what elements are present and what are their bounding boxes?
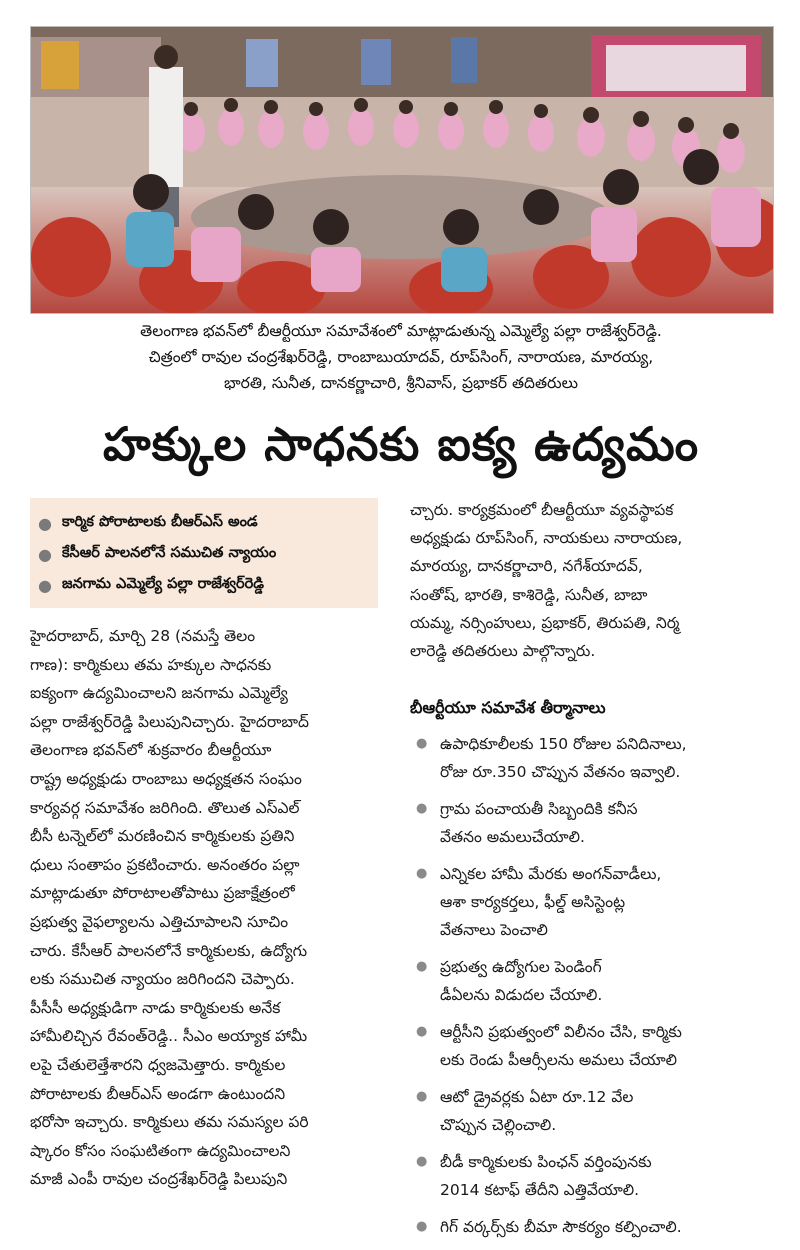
article-body-left (30, 622, 382, 1194)
body-line: యమ్మ, నర్సింహులు, ప్రభాకర్, తిరుపతి, నిర్మ (410, 613, 680, 632)
body-line: లపై చేతులెత్తేశారని ధ్వజమెత్తారు. కార్మికుల (30, 1055, 286, 1074)
bullet-icon: ● (416, 959, 428, 974)
body-line: అధ్యక్షుడు రూప్‌సింగ్, నాయకులు నారాయణ, (410, 529, 683, 548)
news-photo (30, 26, 774, 314)
resolution-line: చొప్పున చెల్లించాలి. (440, 1116, 557, 1134)
body-line: మారయ్య, దానకర్ణాచారి, నగేశ్‌యాదవ్, (410, 557, 643, 576)
caption-line: తెలంగాణ భవన్‌లో బీఆర్టీయూ సమావేశంలో మాట్లాడుతున్న ఎమ్మెల్యే పల్లా రాజేశ్వర్‌రెడ్డి. (140, 322, 662, 340)
photo-caption (30, 318, 772, 396)
resolution-line: లకు రెండు పీఆర్సీలను అమలు చేయాలి (440, 1051, 678, 1069)
body-line: పోరాటాలకు బీఆర్‌ఎస్ అండగా ఉంటుందని (30, 1084, 286, 1103)
resolution-line: వేతనం అమలుచేయాలి. (440, 828, 585, 846)
body-line: ప్రభుత్వ వైఫల్యాలను ఎత్తిచూపాలని సూచిం (30, 912, 289, 931)
resolution-item (416, 1083, 772, 1139)
bullet-icon: ● (416, 1024, 428, 1039)
article-body-right (410, 496, 772, 665)
resolution-line: గ్రామ పంచాయతీ సిబ్బందికి కనీస (440, 800, 638, 818)
body-line: బీసీ టన్నెల్‌లో మరణించిన కార్మికులకు ప్రతిని (30, 827, 295, 846)
body-line: మాట్లాడుతూ పోరాటాలతోపాటు ప్రజాక్షేత్రంలో (30, 884, 295, 903)
bullet-icon: ● (38, 545, 52, 564)
body-line: గాణ): కార్మికులు తమ హక్కుల సాధనకు (30, 655, 272, 674)
bullet-icon: ● (416, 1089, 428, 1104)
resolutions-list (416, 730, 772, 1250)
resolution-line: ఆర్టీసీని ప్రభుత్వంలో విలీనం చేసి, కార్మికు (440, 1023, 682, 1041)
highlight-item (38, 570, 368, 601)
body-line: చ్చారు. కార్యక్రమంలో బీఆర్టీయూ వ్యవస్థాపక (410, 501, 674, 519)
headline: హక్కుల సాధనకు ఐక్య ఉద్యమం (102, 417, 700, 471)
highlight-text: కేసీఆర్ పాలనలోనే సముచిత న్యాయం (61, 544, 277, 561)
bullet-icon: ● (416, 736, 428, 751)
highlight-text: జనగామ ఎమ్మెల్యే పల్లా రాజేశ్వర్‌రెడ్డి (61, 575, 264, 592)
resolution-line: ఆశా కార్యకర్తలు, ఫీల్డ్ అసిస్టెంట్ల (440, 893, 626, 911)
body-line: చారు. కేసీఆర్ పాలనలోనే కార్మికులకు, ఉద్యోగు (30, 941, 308, 960)
resolution-line: 2014 కటాఫ్ తేదీని ఎత్తివేయాలి. (440, 1181, 640, 1199)
resolution-item (416, 860, 772, 944)
resolution-line: ఉపాధికూలీలకు 150 రోజుల పనిదినాలు, (440, 735, 687, 753)
resolution-line: ఎన్నికల హామీ మేరకు అంగన్‌వాడీలు, (440, 865, 662, 883)
resolution-item (416, 1018, 772, 1074)
highlights-box (30, 498, 378, 608)
resolution-item (416, 730, 772, 786)
body-line: పీసీసీ అధ్యక్షుడిగా నాడు కార్మికులకు అనేక (30, 998, 281, 1017)
body-line: పల్లా రాజేశ్వర్‌రెడ్డి పిలుపునిచ్చారు. హైదరాబాద్ (30, 712, 309, 731)
body-line: భరోసా ఇచ్చారు. కార్మికులు తమ సమస్యల పరి (30, 1113, 309, 1132)
resolution-line: గిగ్ వర్కర్స్‌కు బీమా సౌకర్యం కల్పించాలి. (440, 1218, 682, 1236)
highlight-item (38, 508, 368, 539)
body-line: హామీలిచ్చిన రేవంత్‌రెడ్డి.. సీఎం అయ్యాక హామీ (30, 1027, 308, 1046)
resolution-line: వేతనాలు పెంచాలి (440, 921, 548, 939)
resolution-line: ప్రభుత్వ ఉద్యోగుల పెండింగ్ (440, 958, 602, 976)
body-line: హైదరాబాద్, మార్చి 28 (నమస్తే తెలం (30, 627, 256, 645)
bullet-icon: ● (38, 576, 52, 595)
resolution-item (416, 795, 772, 851)
body-line: ఐక్యంగా ఉద్యమించాలని జనగామ ఎమ్మెల్యే (30, 684, 288, 703)
body-line: సంతోష్, భారతి, కాశిరెడ్డి, సునీత, బాబా (410, 585, 648, 604)
resolution-line: బీడీ కార్మికులకు పింఛన్ వర్తింపునకు (440, 1153, 652, 1171)
body-line: లారెడ్డి తదితరులు పాల్గొన్నారు. (410, 641, 596, 660)
highlight-item (38, 539, 368, 570)
resolution-item (416, 1148, 772, 1204)
bullet-icon: ● (38, 514, 52, 533)
bullet-icon: ● (416, 1154, 428, 1169)
bullet-icon: ● (416, 866, 428, 881)
body-line: ష్కారం కోసం సంఘటితంగా ఉద్యమించాలని (30, 1141, 291, 1160)
resolutions-heading: బీఆర్టీయూ సమావేశ తీర్మానాలు (410, 698, 606, 717)
resolution-line: ఆటో డ్రైవర్లకు ఏటా రూ.12 వేల (440, 1088, 634, 1106)
body-line: ధులు సంతాపం ప్రకటించారు. అనంతరం పల్లా (30, 855, 300, 874)
bullet-icon: ● (416, 801, 428, 816)
bullet-icon: ● (416, 1219, 428, 1234)
resolution-line: డీఏలను విడుదల చేయాలి. (440, 986, 603, 1004)
resolution-item (416, 953, 772, 1009)
highlight-text: కార్మిక పోరాటాలకు బీఆర్‌ఎస్ అండ (61, 513, 258, 530)
body-line: లకు సముచిత న్యాయం జరిగిందని చెప్పారు. (30, 970, 295, 989)
body-line: రాష్ట్ర అధ్యక్షుడు రాంబాబు అధ్యక్షతన సంఘం (30, 769, 302, 788)
body-line: మాజీ ఎంపీ రావుల చంద్రశేఖర్‌రెడ్డి పిలుపుని (30, 1170, 288, 1189)
caption-line: చిత్రంలో రావుల చంద్రశేఖర్‌రెడ్డి, రాంబాబుయాదవ్, రూప్‌సింగ్, నారాయణ, మారయ్య, (148, 348, 654, 366)
resolution-line: రోజు రూ.350 చొప్పున వేతనం ఇవ్వాలి. (440, 763, 681, 781)
body-line: తెలంగాణ భవన్‌లో శుక్రవారం బీఆర్టీయూ (30, 741, 272, 760)
caption-line: భారతి, సునీత, దానకర్ణాచారి, శ్రీనివాస్, ప్రభాకర్ తదితరులు (224, 374, 578, 392)
resolution-item (416, 1213, 772, 1241)
body-line: కార్యవర్గ సమావేశం జరిగింది. తొలుత ఎస్‌ఎల్ (30, 798, 300, 817)
